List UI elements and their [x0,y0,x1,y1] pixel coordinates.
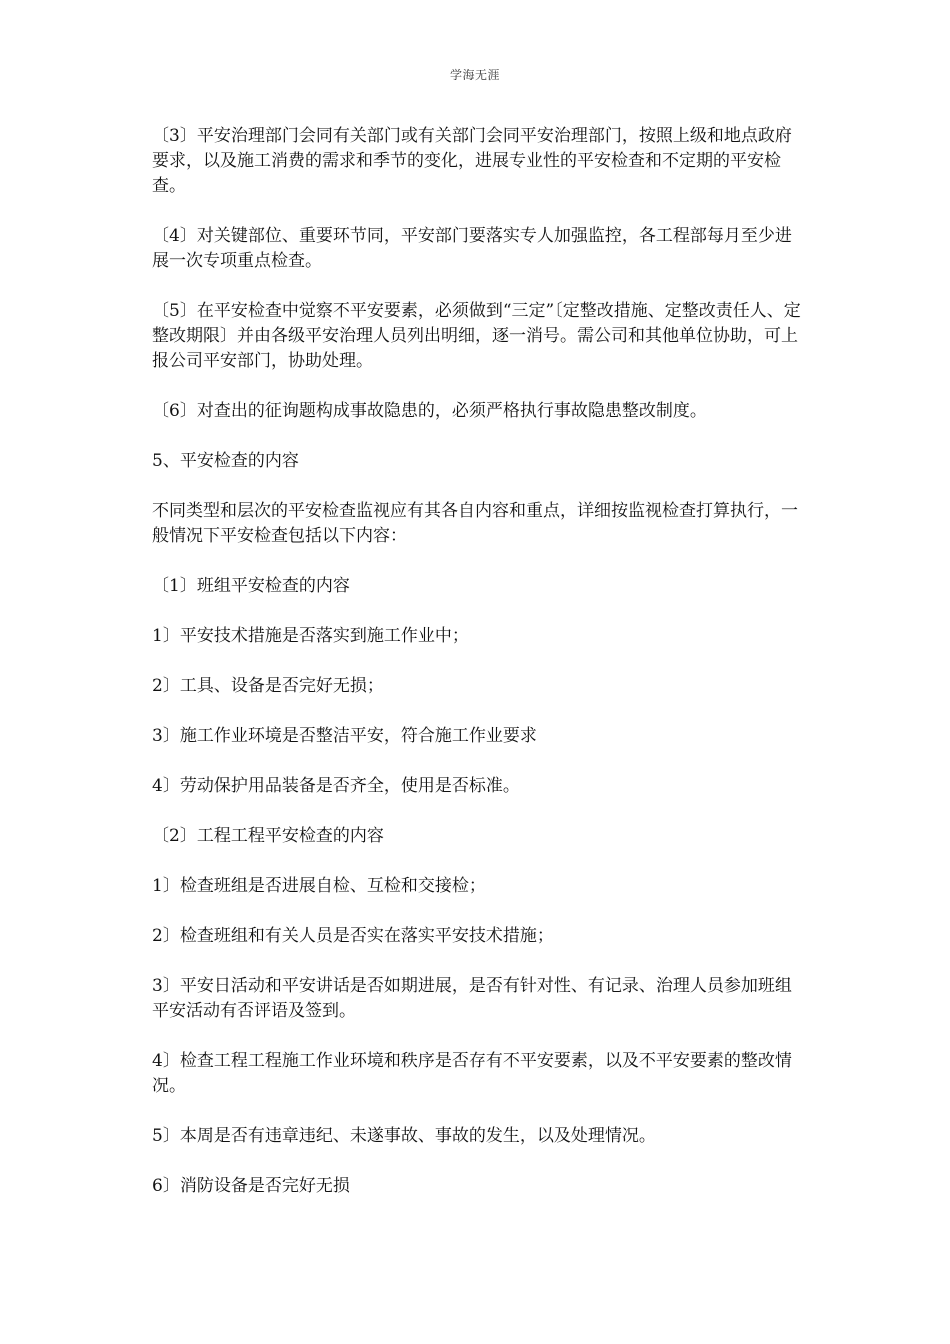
list-item: 6〕消防设备是否完好无损 [152,1176,350,1196]
list-item: 4〕劳动保护用品装备是否齐全，使用是否标准。 [152,776,520,796]
list-item: 5〕本周是否有违章违纪、未遂事故、事故的发生，以及处理情况。 [152,1126,656,1146]
list-item: 2〕工具、设备是否完好无损； [152,676,384,696]
paragraph: 不同类型和层次的平安检查监视应有其各自内容和重点，详细按监视检查打算执行，一般情况下平安检查包括以下内容： [152,501,798,546]
paragraph: 〔6〕对查出的征询题构成事故隐患的，必须严格执行事故隐患整改制度。 [152,401,707,421]
list-item: 2〕检查班组和有关人员是否实在落实平安技术措施； [152,926,554,946]
list-item: 1〕检查班组是否进展自检、互检和交接检； [152,876,486,896]
list-item: 3〕施工作业环境是否整洁平安，符合施工作业要求 [152,726,537,746]
document-body [152,124,802,1224]
list-item: 4〕检查工程工程施工作业环境和秩序是否存有不平安要素，以及不平安要素的整改情况。 [152,1051,792,1096]
page-header: 学海无涯 [449,68,500,82]
list-item: 1〕平安技术措施是否落实到施工作业中； [152,626,469,646]
paragraph: 〔4〕对关键部位、重要环节同，平安部门要落实专人加强监控，各工程部每月至少进展一次专项重点检查。 [152,226,792,271]
paragraph: 〔3〕平安治理部门会同有关部门或有关部门会同平安治理部门，按照上级和地点政府要求，以及施工消费的需求和季节的变化，进展专业性的平安检查和不定期的平安检查。 [152,126,792,196]
list-item: 3〕平安日活动和平安讲话是否如期进展，是否有针对性、有记录、治理人员参加班组平安活动有否评语及签到。 [152,976,792,1021]
subsection-heading: 〔1〕班组平安检查的内容 [152,576,350,596]
section-heading: 5、平安检查的内容 [152,451,299,471]
paragraph: 〔5〕在平安检查中觉察不平安要素，必须做到“三定”〔定整改措施、定整改责任人、定整改期限〕并由各级平安治理人员列出明细，逐一消号。需公司和其他单位协助，可上报公司平安部门，协助处理。 [152,301,801,371]
subsection-heading: 〔2〕工程工程平安检查的内容 [152,826,384,846]
